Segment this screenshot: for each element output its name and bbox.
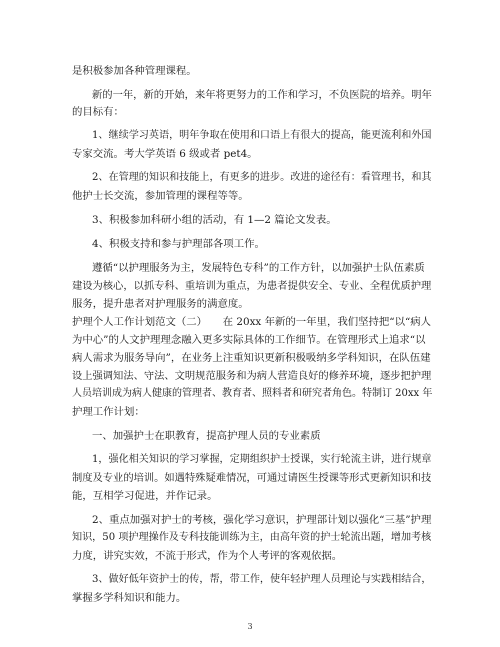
text-line: 专家交流。考大学英语 6 级或者 pet4。 [72,148,258,160]
text-line: 的目标有： [72,106,124,118]
text-line: 1、继续学习英语，明年争取在使用和口语上有很大的提高，能更流利和外国 [92,130,432,141]
subsection-heading: 一、加强护士在职教育，提高护理人员的专业素质 [92,430,321,442]
page-number: 3 [247,622,253,631]
text-line: 力度，讲究实效，不流于形式，作为个人考评的客观依据。 [72,550,343,562]
text-line: 病人需求为服务导向”，在业务上注重知识更新积极吸纳多学科知识，在队伍建 [72,352,431,364]
text-line: 3、做好低年资护士的传，帮，带工作，使年轻护理人员理论与实践相结合， [92,574,432,585]
text-line: 服务，提升患者对护理服务的满意度。 [72,298,249,310]
text-line: 能，互相学习促进，并作记录。 [72,490,218,502]
text-line: 护理工作计划： [72,406,145,418]
text-line: 2、在管理的知识和技能上，有更多的进步。改进的途径有：看管理书，和其 [92,172,432,183]
text-line: 人员培训成为病人健康的管理者、教育者、照料者和研究者角色。特制订 20xx 年 [72,388,433,399]
section-heading: 护理个人工作计划范文（二） 在 20xx 年新的一年里，我们坚持把“以“病人 [72,316,432,328]
text-line: 3、积极参加科研小组的活动，有 1—2 篇论文发表。 [92,214,337,226]
text-line: 设上强调知法、守法、文明规范服务和为病人营造良好的修养环境，逐步把护理 [72,370,432,382]
text-line: 是积极参加各种管理课程。 [72,65,197,77]
text-line: 2、重点加强对护士的考核，强化学习意识，护理部计划以强化“三基”护理 [92,514,432,526]
text-line: 4、积极支持和参与护理部各项工作。 [92,238,265,250]
text-line: 建设为核心，以抓专科、重培训为重点，为患者提供安全、专业、全程优质护理 [72,280,432,292]
text-line: 制度及专业的培训。如遇特殊疑难情况，可通过请医生授课等形式更新知识和技 [72,472,432,484]
text-line: 知识，50 项护理操作及专科技能训练为主，由高年资的护士轮流出题，增加考核 [72,532,432,543]
text-line: 1，强化相关知识的学习掌握，定期组织护士授课，实行轮流主讲，进行规章 [92,454,432,465]
text-line: 遵循“以护理服务为主，发展特色专科”的工作方针，以加强护士队伍素质 [92,262,425,274]
text-line: 他护士长交流，参加管理的课程等等。 [72,190,249,202]
text-line: 为中心”的人文护理理念融入更多实际具体的工作细节。在管理形式上追求“以 [72,334,426,346]
text-line: 掌握多学科知识和能力。 [72,592,187,604]
text-line: 新的一年，新的开始，来年将更努力的工作和学习，不负医院的培养。明年 [92,89,432,101]
